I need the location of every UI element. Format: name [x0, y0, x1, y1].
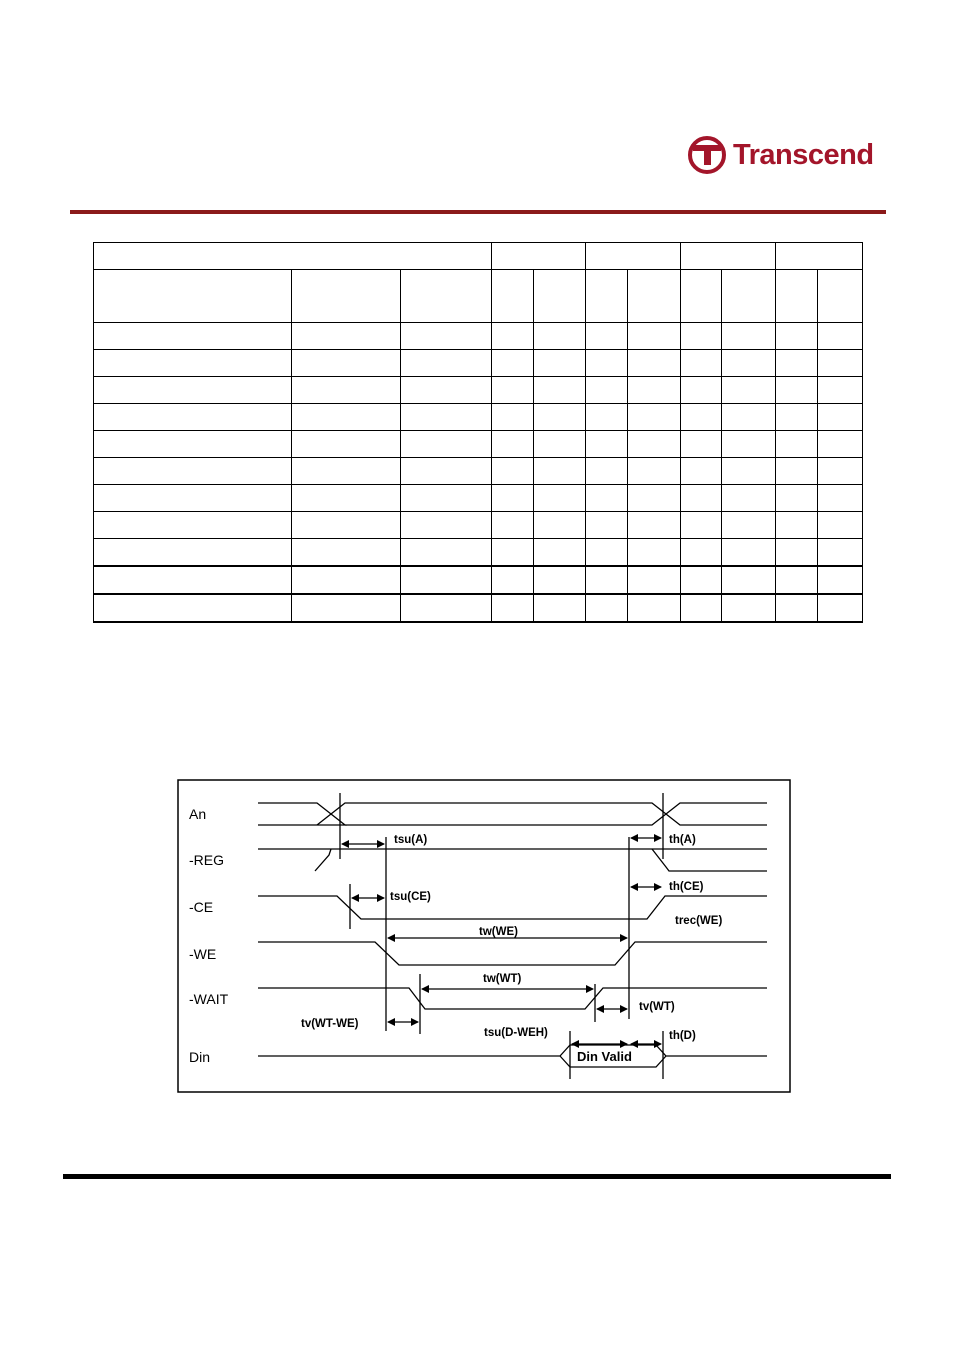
table-row: [94, 323, 863, 350]
signal-an: An: [189, 806, 207, 822]
table-row: [94, 377, 863, 404]
table-cell: [94, 243, 492, 270]
spec-table: [93, 242, 863, 623]
label-th-a: th(A): [669, 834, 696, 846]
table-row: [94, 431, 863, 458]
table-row: [94, 566, 863, 594]
table-row: [94, 350, 863, 377]
table-cell: [586, 243, 681, 270]
label-th-d: th(D): [669, 1030, 696, 1042]
table-cell: [681, 243, 776, 270]
label-tsu-d-weh: tsu(D-WEH): [484, 1027, 548, 1039]
logo-wordmark: Transcend: [733, 139, 874, 171]
label-trec-we: trec(WE): [675, 915, 723, 927]
table-cell: [776, 243, 863, 270]
transcend-logo-icon: [687, 133, 733, 177]
table-row: [94, 594, 863, 622]
footer-rule: [63, 1174, 891, 1179]
an-waveform-mid: [317, 803, 666, 825]
table-row: [94, 485, 863, 512]
reg-waveform-edges: [315, 849, 767, 871]
signal-din: Din: [189, 1049, 211, 1065]
din-waveform: [258, 1045, 767, 1067]
transcend-logo: [687, 133, 887, 177]
signal-reg: -REG: [189, 852, 224, 868]
label-tv-wt-we: tv(WT-WE): [301, 1018, 359, 1030]
label-th-ce: th(CE): [669, 881, 704, 893]
write-timing-diagram: [177, 779, 792, 1094]
table-row: [94, 539, 863, 567]
we-waveform: [258, 942, 767, 965]
table-row: [94, 512, 863, 539]
signal-we: -WE: [189, 946, 217, 962]
label-tv-wt: tv(WT): [639, 1001, 675, 1013]
header-rule: [70, 210, 886, 214]
table-row: [94, 404, 863, 431]
label-tw-we: tw(WE): [479, 926, 518, 938]
label-tsu-ce: tsu(CE): [390, 891, 431, 903]
signal-wait: -WAIT: [189, 991, 229, 1007]
wait-waveform: [258, 988, 767, 1009]
label-din-valid: Din Valid: [577, 1049, 632, 1064]
label-tw-wt: tw(WT): [483, 973, 522, 985]
table-header-row: [94, 243, 863, 270]
an-waveform-right: [666, 803, 767, 825]
signal-ce: -CE: [189, 899, 214, 915]
table-cell: [492, 243, 586, 270]
label-tsu-a: tsu(A): [394, 834, 428, 846]
table-row: [94, 458, 863, 485]
table-subheader-row: [94, 270, 863, 323]
